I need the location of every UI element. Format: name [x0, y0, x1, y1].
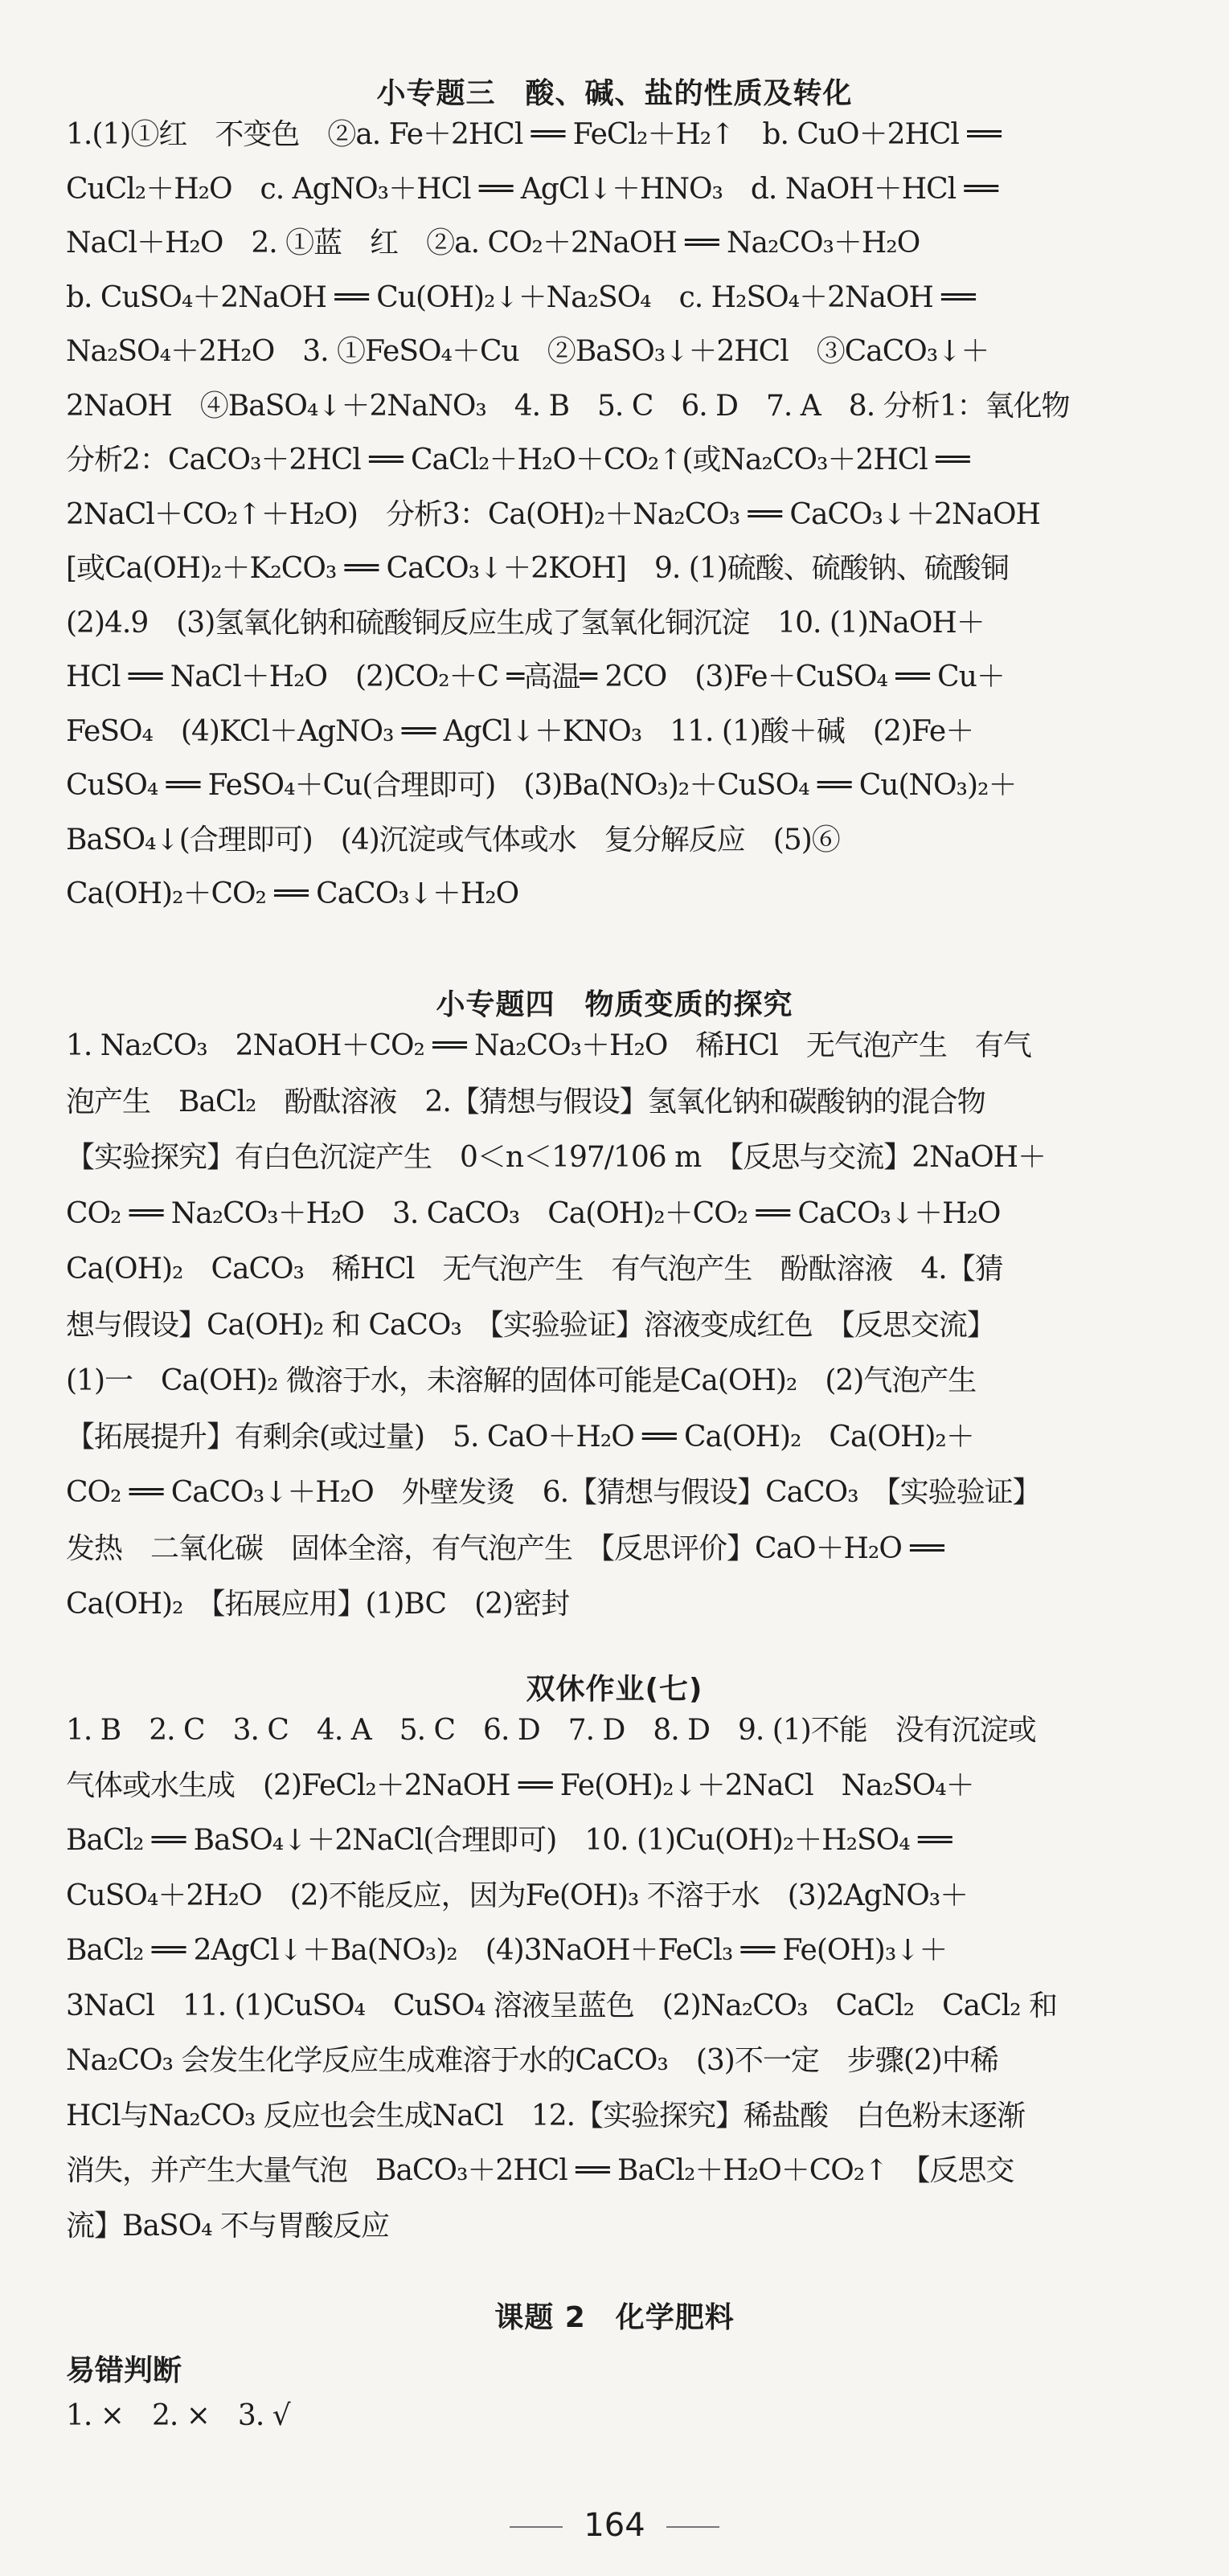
answer-line: HCl与Na₂CO₃ 反应也会生成NaCl 12.【实验探究】稀盐酸 白色粉末逐渐: [66, 2099, 1026, 2132]
answer-line: 分析2：CaCO₃＋2HCl ══ CaCl₂＋H₂O＋CO₂↑(或Na₂CO₃＋2HCl ══: [66, 444, 969, 476]
answer-line: Ca(OH)₂ CaCO₃ 稀HCl 无气泡产生 有气泡产生 酚酞溶液 4.【猜: [66, 1253, 1003, 1286]
section-title-s3: 小专题三 酸、碱、盐的性质及转化: [376, 77, 853, 110]
answer-line: FeSO₄ (4)KCl＋AgNO₃ ══ AgCl↓＋KNO₃ 11. (1)酸＋碱 (2)Fe＋: [66, 714, 974, 748]
answer-line: 流】BaSO₄ 不与胃酸反应: [66, 2209, 389, 2243]
answer-line: 2NaCl＋CO₂↑＋H₂O) 分析3：Ca(OH)₂＋Na₂CO₃ ══ CaCO₃↓＋2NaOH: [66, 497, 1040, 531]
answer-line: (1)一 Ca(OH)₂ 微溶于水，未溶解的固体可能是Ca(OH)₂ (2)气泡产生: [66, 1364, 977, 1397]
answer-line: BaCl₂ ══ BaSO₄↓＋2NaCl(合理即可) 10. (1)Cu(OH)₂＋H₂SO₄ ══: [66, 1824, 952, 1857]
answer-line: 发热 二氧化碳 固体全溶，有气泡产生 【反思评价】CaO＋H₂O ══: [66, 1531, 944, 1565]
section-title-s5: 双休作业(七): [526, 1673, 703, 1706]
error-judgment-label: 易错判断: [66, 2354, 182, 2387]
section-title-s4: 小专题四 物质变质的探究: [436, 988, 793, 1021]
answer-line: Na₂SO₄＋2H₂O 3. ①FeSO₄＋Cu ②BaSO₃↓＋2HCl ③CaCO₃↓＋: [66, 335, 989, 368]
answer-line: 3NaCl 11. (1)CuSO₄ CuSO₄ 溶液呈蓝色 (2)Na₂CO₃ CaCl₂ CaCl₂ 和: [66, 1989, 1058, 2022]
answer-line: 消失，并产生大量气泡 BaCO₃＋2HCl ══ BaCl₂＋H₂O＋CO₂↑ 【反思交: [66, 2154, 1014, 2187]
answer-line: 【拓展提升】有剩余(或过量) 5. CaO＋H₂O ══ Ca(OH)₂ Ca(OH)₂＋: [66, 1420, 974, 1454]
page-number-text: 164: [584, 2507, 645, 2544]
page-number-dash-left: [510, 2526, 563, 2528]
answer-line: Ca(OH)₂＋CO₂ ══ CaCO₃↓＋H₂O: [66, 877, 519, 910]
answer-line: (2)4.9 (3)氢氧化钠和硫酸铜反应生成了氢氧化铜沉淀 10. (1)NaOH＋: [66, 606, 985, 640]
answer-line: 1. Na₂CO₃ 2NaOH＋CO₂ ══ Na₂CO₃＋H₂O 稀HCl 无气泡产生 有气: [66, 1029, 1031, 1062]
answer-line: 1.(1)①红 不变色 ②a. Fe＋2HCl ══ FeCl₂＋H₂↑ b. CuO＋2HCl ══: [66, 118, 1001, 151]
answer-line: 想与假设】Ca(OH)₂ 和 CaCO₃ 【实验验证】溶液变成红色 【反思交流】: [66, 1308, 995, 1342]
answer-line: CO₂ ══ Na₂CO₃＋H₂O 3. CaCO₃ Ca(OH)₂＋CO₂ ══ CaCO₃↓＋H₂O: [66, 1196, 1001, 1230]
answer-line: BaCl₂ ══ 2AgCl↓＋Ba(NO₃)₂ (4)3NaOH＋FeCl₃ ══ Fe(OH)₃↓＋: [66, 1934, 948, 1967]
answer-line: [或Ca(OH)₂＋K₂CO₃ ══ CaCO₃↓＋2KOH] 9. (1)硫酸、硫酸钠、硫酸铜: [66, 552, 1009, 585]
section-title-s6: 课题 2 化学肥料: [494, 2301, 735, 2334]
answer-line: NaCl＋H₂O 2. ①蓝 红 ②a. CO₂＋2NaOH ══ Na₂CO₃＋H₂O: [66, 227, 920, 260]
answer-line: BaSO₄↓(合理即可) (4)沉淀或气体或水 复分解反应 (5)⑥: [66, 823, 840, 857]
answer-line: 1. × 2. × 3. √: [66, 2399, 290, 2432]
page-number-dash-right: [666, 2526, 719, 2528]
answer-line: 气体或水生成 (2)FeCl₂＋2NaOH ══ Fe(OH)₂↓＋2NaCl Na₂SO₄＋: [66, 1768, 974, 1802]
answer-line: b. CuSO₄＋2NaOH ══ Cu(OH)₂↓＋Na₂SO₄ c. H₂SO₄＋2NaOH ══: [66, 280, 975, 314]
page-number: [0, 2507, 1229, 2544]
answer-line: CuSO₄＋2H₂O (2)不能反应，因为Fe(OH)₃ 不溶于水 (3)2AgNO₃＋: [66, 1879, 969, 1912]
answer-line: CuSO₄ ══ FeSO₄＋Cu(合理即可) (3)Ba(NO₃)₂＋CuSO₄ ══ Cu(NO₃)₂＋: [66, 769, 1017, 802]
answer-line: 1. B 2. C 3. C 4. A 5. C 6. D 7. D 8. D 9. (1)不能 没有沉淀或: [66, 1714, 1036, 1747]
answer-line: 2NaOH ④BaSO₄↓＋2NaNO₃ 4. B 5. C 6. D 7. A 8. 分析1：氧化物: [66, 389, 1070, 423]
answer-line: CO₂ ══ CaCO₃↓＋H₂O 外壁发烫 6.【猜想与假设】CaCO₃ 【实验验证】: [66, 1476, 1041, 1509]
answer-line: HCl ══ NaCl＋H₂O (2)CO₂＋C ═高温═ 2CO (3)Fe＋CuSO₄ ══ Cu＋: [66, 660, 1005, 693]
answer-line: 泡产生 BaCl₂ 酚酞溶液 2.【猜想与假设】氢氧化钠和碳酸钠的混合物: [66, 1085, 985, 1118]
answer-line: Na₂CO₃ 会发生化学反应生成难溶于水的CaCO₃ (3)不一定 步骤(2)中稀: [66, 2044, 998, 2077]
answer-line: 【实验探究】有白色沉淀产生 0＜n＜197/106 m 【反思与交流】2NaOH＋: [66, 1141, 1047, 1174]
answer-line: CuCl₂＋H₂O c. AgNO₃＋HCl ══ AgCl↓＋HNO₃ d. NaOH＋HCl ══: [66, 172, 998, 206]
answer-line: Ca(OH)₂ 【拓展应用】(1)BC (2)密封: [66, 1588, 570, 1621]
